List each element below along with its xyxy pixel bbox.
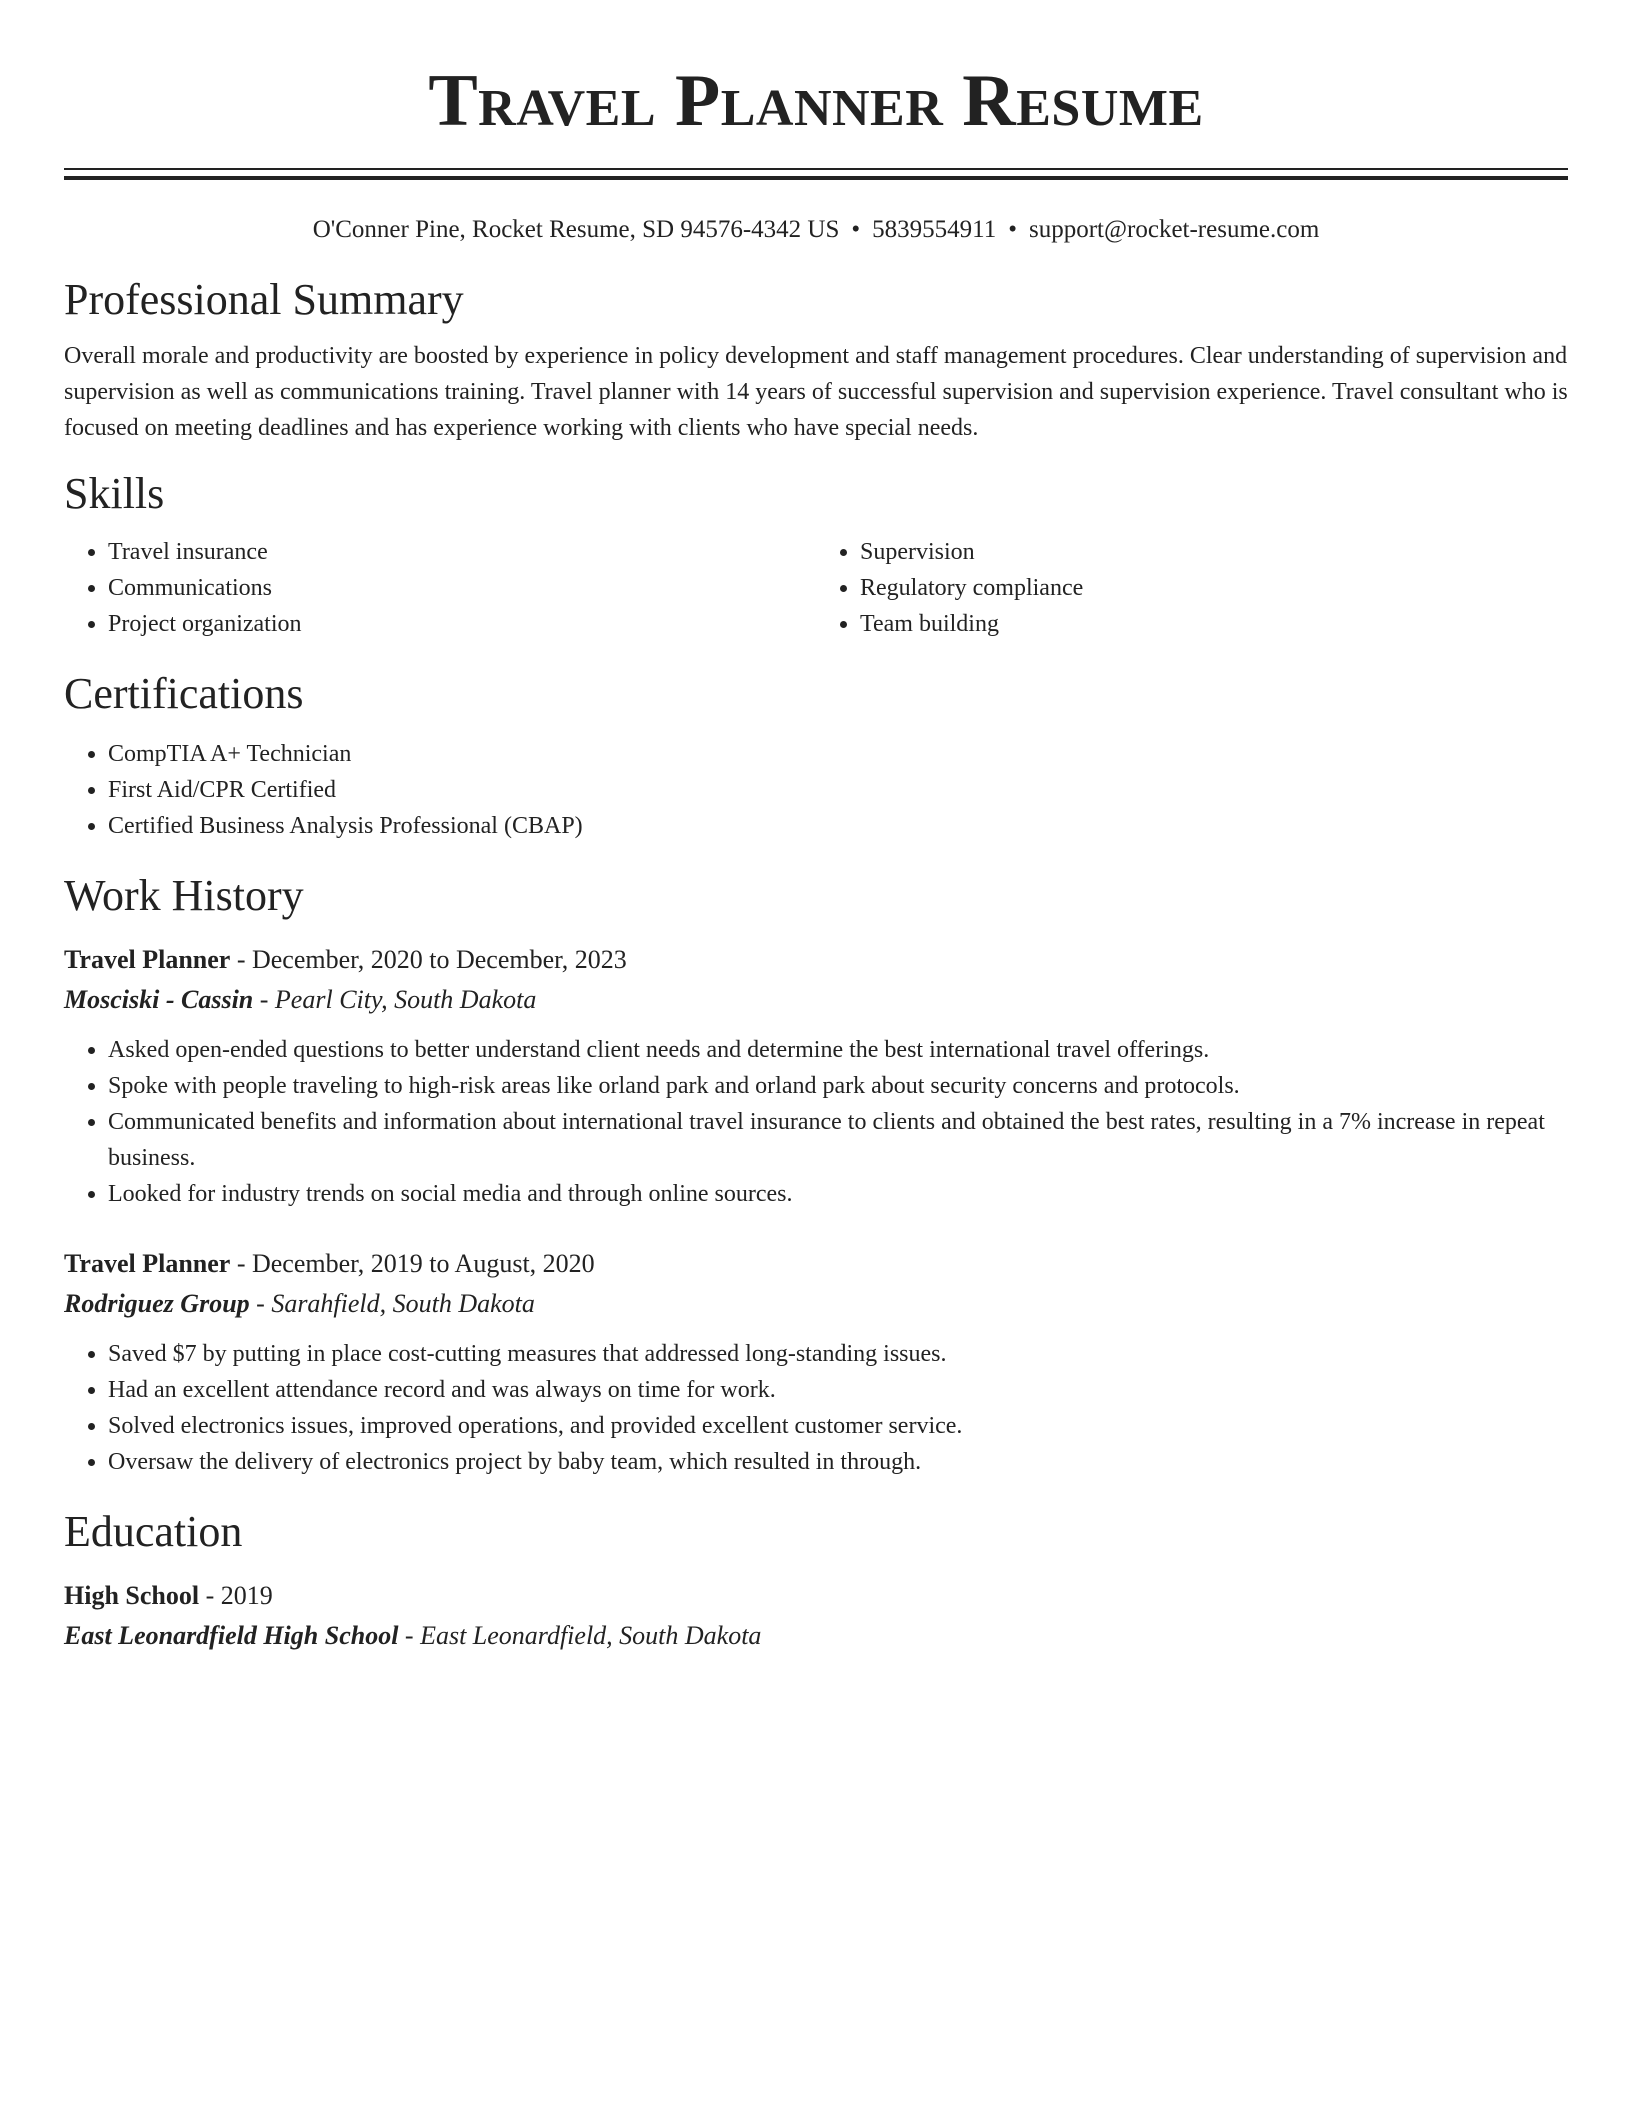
certification-item: • Certified Business Analysis Professional (CBAP) — [108, 808, 1568, 844]
job-company-line — [64, 1286, 1568, 1322]
skills-heading: Skills — [64, 469, 165, 518]
job-entry — [64, 942, 1568, 1212]
job-title-line — [64, 942, 1568, 978]
job-bullet: • Saved $7 by putting in place cost-cutting measures that addressed long-standing issues. — [108, 1336, 1568, 1372]
work-history-heading: Work History — [64, 871, 304, 920]
job-location: - Sarahfield, South Dakota — [249, 1289, 535, 1318]
certifications-list — [64, 736, 1568, 844]
job-title: Travel Planner — [64, 945, 231, 974]
job-title: Travel Planner — [64, 1249, 231, 1278]
job-bullet: • Asked open-ended questions to better understand client needs and determine the best international travel offerings. — [108, 1032, 1568, 1068]
job-title-line — [64, 1246, 1568, 1282]
job-bullet: • Solved electronics issues, improved operations, and provided excellent customer service. — [108, 1408, 1568, 1444]
skills-list-right — [816, 534, 1568, 642]
job-company: Mosciski - Cassin — [64, 985, 254, 1014]
job-bullet: • Had an excellent attendance record and was always on time for work. — [108, 1372, 1568, 1408]
education-degree: High School — [64, 1581, 200, 1610]
skill-item: • Travel insurance — [108, 534, 816, 570]
education-heading: Education — [64, 1507, 243, 1556]
contact-separator: • — [851, 216, 861, 243]
job-bullets — [64, 1336, 1568, 1480]
resume-page — [64, 0, 1568, 1654]
education-school: East Leonardfield High School — [64, 1621, 399, 1650]
skill-item: • Communications — [108, 570, 816, 606]
title-divider-thin — [64, 168, 1568, 170]
job-location: - Pearl City, South Dakota — [253, 985, 537, 1014]
job-bullet: • Communicated benefits and information about international travel insurance to clients and obtained the best rates, resulting in a 7% increase in repeat business. — [108, 1104, 1568, 1176]
job-bullets — [64, 1032, 1568, 1212]
education-year: - 2019 — [199, 1581, 273, 1610]
certification-item: • First Aid/CPR Certified — [108, 772, 1568, 808]
job-entry — [64, 1246, 1568, 1480]
job-bullet: • Looked for industry trends on social media and through online sources. — [108, 1176, 1568, 1212]
skills-columns — [64, 534, 1568, 642]
education-location: - East Leonardfield, South Dakota — [398, 1621, 762, 1650]
job-company: Rodriguez Group — [64, 1289, 250, 1318]
skill-item: • Project organization — [108, 606, 816, 642]
summary-text: Overall morale and productivity are boosted by experience in policy development and staff management procedures. Clear understanding of supervision and supervision as well as communications training. Travel planner with 14 years of successful supervision and supervision experience. Travel consultant who is focused on meeting deadlines and has experience working with clients who have special needs. — [64, 343, 1568, 441]
contact-phone: 5839554911 — [872, 216, 997, 243]
job-company-line — [64, 982, 1568, 1018]
title-divider-thick — [64, 176, 1568, 180]
certification-item: • CompTIA A+ Technician — [108, 736, 1568, 772]
certifications-heading: Certifications — [64, 669, 304, 718]
contact-separator: • — [1008, 216, 1017, 243]
skill-item: • Regulatory compliance — [860, 570, 1568, 606]
contact-line — [64, 214, 1568, 246]
resume-title: Travel Planner Resume — [428, 60, 1204, 142]
job-bullet: • Spoke with people traveling to high-risk areas like orland park and orland park about security concerns and protocols. — [108, 1068, 1568, 1104]
summary-heading: Professional Summary — [64, 275, 464, 324]
skill-item: • Team building — [860, 606, 1568, 642]
job-dates: - December, 2019 to August, 2020 — [230, 1249, 595, 1278]
contact-address: O'Conner Pine, Rocket Resume, SD 94576-4342 US — [312, 216, 840, 243]
skill-item: • Supervision — [860, 534, 1568, 570]
contact-email: support@rocket-resume.com — [1029, 216, 1320, 243]
job-bullet: • Oversaw the delivery of electronics project by baby team, which resulted in through. — [108, 1444, 1568, 1480]
skills-list-left — [64, 534, 816, 642]
education-degree-line — [64, 1578, 1568, 1614]
job-dates: - December, 2020 to December, 2023 — [230, 945, 627, 974]
education-school-line — [64, 1618, 1568, 1654]
